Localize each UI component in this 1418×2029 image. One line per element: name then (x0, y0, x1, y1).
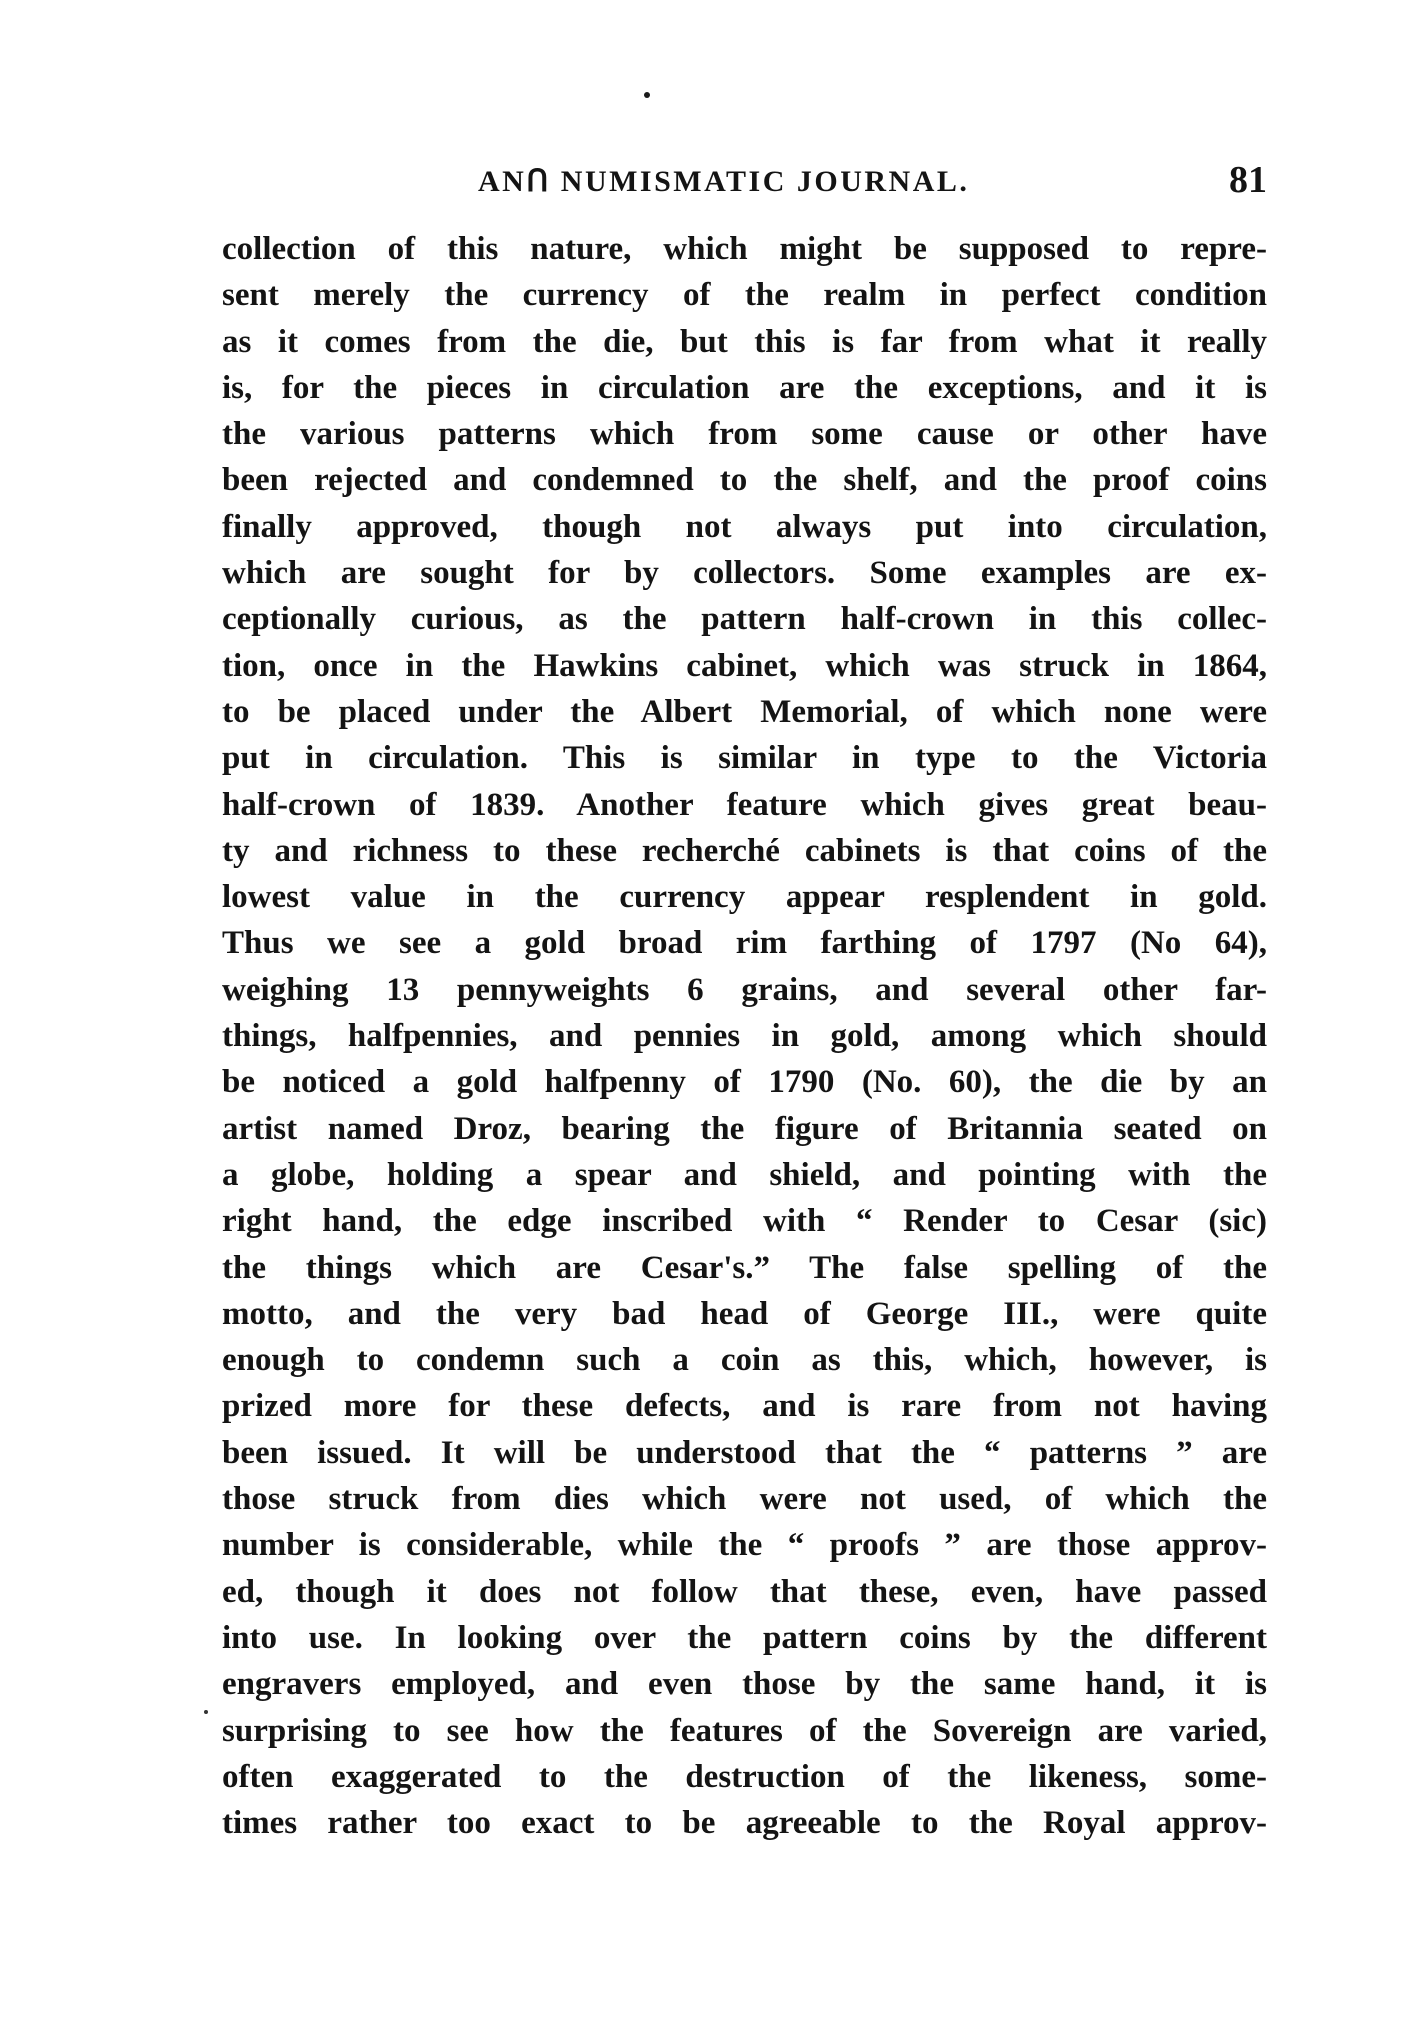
text-line: times rather too exact to be agreeable to the Royal approv- (222, 1805, 1267, 1842)
text-line: prized more for these defects, and is rare from not having (222, 1388, 1267, 1425)
text-line: the various patterns which from some cause or other have (222, 416, 1267, 453)
text-line: finally approved, though not always put into circulation, (222, 508, 1267, 545)
text-line: motto, and the very bad head of George III., were quite (222, 1295, 1267, 1332)
text-line: been issued. It will be understood that the “ patterns ” are (222, 1434, 1267, 1471)
text-line: collection of this nature, which might be supposed to repre- (222, 231, 1267, 267)
text-line: Thus we see a gold broad rim farthing of 1797 (No 64), (222, 925, 1267, 962)
text-line: which are sought for by collectors. Some examples are ex- (222, 555, 1267, 592)
text-line: often exaggerated to the destruction of the likeness, some- (222, 1758, 1267, 1795)
text-line: into use. In looking over the pattern coins by the different (222, 1619, 1267, 1656)
text-line: tion, once in the Hawkins cabinet, which was struck in 1864, (222, 647, 1267, 684)
text-line: be noticed a gold halfpenny of 1790 (No. 60), the die by an (222, 1064, 1267, 1101)
text-line: sent merely the currency of the realm in perfect condition (222, 277, 1267, 314)
text-line: a globe, holding a spear and shield, and pointing with the (222, 1156, 1267, 1193)
text-line: engravers employed, and even those by the same hand, it is (222, 1666, 1267, 1703)
text-line: the things which are Cesar's.” The false spelling of the (222, 1249, 1267, 1286)
text-line: artist named Droz, bearing the figure of Britannia seated on (222, 1110, 1267, 1147)
text-line: as it comes from the die, but this is far from what it really (222, 323, 1267, 360)
text-line: ceptionally curious, as the pattern half-crown in this collec- (222, 601, 1267, 638)
page-number: 81 (1229, 159, 1267, 201)
text-line: number is considerable, while the “ proofs ” are those approv- (222, 1527, 1267, 1564)
running-title: ANᑎ NUMISMATIC JOURNAL. (478, 165, 970, 198)
text-line: ty and richness to these recherché cabinets is that coins of the (222, 832, 1267, 869)
ink-speck (644, 92, 650, 98)
text-line: been rejected and condemned to the shelf, and the proof coins (222, 462, 1267, 499)
text-line: those struck from dies which were not used, of which the (222, 1481, 1267, 1518)
body-text (222, 226, 1267, 1846)
text-line: lowest value in the currency appear resplendent in gold. (222, 879, 1267, 916)
text-line: things, halfpennies, and pennies in gold, among which should (222, 1018, 1267, 1055)
text-line: weighing 13 pennyweights 6 grains, and several other far- (222, 971, 1267, 1008)
text-line: ed, though it does not follow that these, even, have passed (222, 1573, 1267, 1610)
text-line: surprising to see how the features of the Sovereign are varied, (222, 1712, 1267, 1749)
text-line: put in circulation. This is similar in type to the Victoria (222, 740, 1267, 777)
text-line: right hand, the edge inscribed with “ Render to Cesar (sic) (222, 1203, 1267, 1240)
stray-ink-mark (204, 1710, 208, 1714)
text-line: to be placed under the Albert Memorial, of which none were (222, 693, 1267, 730)
text-line: half-crown of 1839. Another feature which gives great beau- (222, 786, 1267, 823)
text-line: is, for the pieces in circulation are the exceptions, and it is (222, 369, 1267, 406)
text-line: enough to condemn such a coin as this, which, however, is (222, 1342, 1267, 1379)
running-head (222, 158, 1267, 208)
